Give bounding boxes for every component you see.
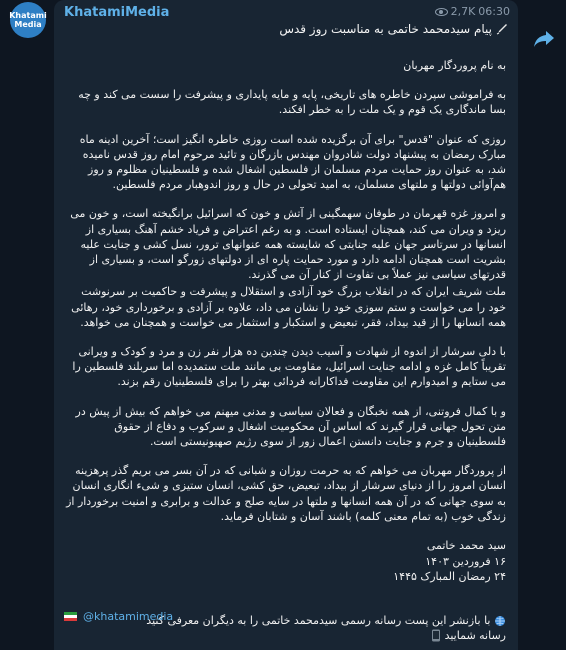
paragraph: و امروز غزه قهرمان در طوفان سهمگینی از آتش و خون که اسرائیل برانگیخته است، و خون می ریزد و ویران می کند، همچنان ایستاده است. و به رغم اعتراض و فریاد خشم آهنگ بسیاری از انسانها در سرتاسر جهان علیه جنایتی که شایسته همه عنوانهای ترور، نسل کشی و جنایت علیه بشریت است همچنان ادامه دارد و مورد حمایت پاره ای از دولتهای زورگو است، و بسیاری از قدرتهای سیاسی نیز عملاً بی تفاوت از کنار آن می گذرند.: [70, 207, 506, 282]
paragraph: ملت شریف ایران که در انقلاب بزرگ خود آزادی و استقلال و پیشرفت و حاکمیت بر سرنوشت خود را می خواست و ستم سوزی خود را نشان می داد، علاوه بر آزادی و برخورداری خود، رهائی همه انسانها را از قید بیداد، فقر، تبعیض و استکبار و استثمار می خواست و همچنان می خواهد.: [71, 285, 506, 329]
footer-handle-link[interactable]: @khatamimedia: [83, 610, 174, 623]
signature-date-lunar: ۲۴ رمضان المبارک ۱۴۴۵: [393, 570, 506, 584]
channel-avatar[interactable]: [10, 2, 46, 38]
message-bubble: [54, 0, 518, 650]
phone-icon: [431, 629, 441, 642]
signature-name: سید محمد خاتمی: [426, 539, 506, 553]
paragraph: به نام پروردگار مهربان: [403, 59, 506, 72]
signature: [66, 538, 506, 585]
paragraph: به فراموشی سپردن خاطره های تاریخی، پایه و مایه پایداری و پیشرفت را سست می کند و چه بسا ماندگاری یک قوم و یک ملت را به خطر افکند.: [78, 88, 506, 117]
paragraph: روزی که عنوان "قدس" برای آن برگزیده شده است روزی خاطره انگیز است؛ آخرین ادینه ماه مبارک رمضان به پیشنهاد دولت شادروان مهندس بازرگان و تائید مرحوم امام روز قدس نامیده شد، به عنوان روز حمایت مردم مسلمان از فلسطین اشغال شده و فلسطینیان مظلوم و روز هم‌آوائی دولتها و ملتهای مسلمان، به امید تحولی در حال و روز اندوهبار مردم فلسطین.: [79, 132, 506, 192]
share-icon[interactable]: [530, 24, 558, 52]
post-title: پیام سیدمحمد خاتمی به مناسبت روز قدس: [279, 22, 492, 36]
post-title-row: [279, 22, 508, 36]
post-footer: [64, 610, 506, 623]
post-body: [66, 58, 506, 643]
promo-line-1: با بازنشر این پست رسانه رسمی سیدمحمد خاتمی را به دیگران معرفی کنید: [146, 613, 491, 627]
message-meta: [435, 5, 510, 18]
signature-date-solar: ۱۶ فروردین ۱۴۰۳: [425, 554, 506, 568]
promo-line-2: رسانه شمایید: [444, 628, 506, 642]
eye-icon: [435, 8, 448, 16]
avatar-text-2: Media: [14, 20, 42, 29]
paragraph: و با کمال فروتنی، از همه نخبگان و فعالان سیاسی و مدنی میهنم می خواهم که بیش از پیش در متن تحول جهانی قرار گیرند که اساس آن محکومیت اشغال و سرکوب و دفاع از حقوق فلسطینیان و جرم و جنایت دانستن اعمال زور از سوی رژیم صهیونیستی است.: [75, 404, 506, 449]
channel-name[interactable]: KhatamiMedia: [64, 5, 170, 20]
iran-flag-icon: [64, 612, 77, 621]
avatar-text-1: Khatami: [9, 11, 47, 20]
paragraph: با دلی سرشار از اندوه از شهادت و آسیب دیدن چندین ده هزار نفر زن و مرد و کودک و ویرانی تقریباً کامل غزه و ادامه جنایت اسرائیل، مقاومت بی مانند ملت ستمدیده اما سربلند فلسطین را می ستایم و امیدوارم این مقاومت فداکارانه فردائی بهتر را برای فلسطینیان رقم بزند.: [72, 345, 506, 389]
paragraph: از پروردگار مهربان می خواهم که به حرمت روزان و شبانی که در آن بسر می بریم گذر پرهزینه انسان امروز را از دنیای سرشار از بیداد، تبعیض، حق کشی، انسان ستیزی و شیء انگاری انسان به سوی جهانی که در آن همه انسانها و ملتها در سایه صلح و عدالت و برابری و امنیت برخوردار از زندگی خوب (به تمام معنی کلمه) باشند آسان و شتابان فرماید.: [66, 464, 506, 523]
view-count: 2,7K: [450, 5, 476, 18]
message-time: 06:30: [478, 5, 510, 18]
pen-icon: [496, 23, 508, 35]
